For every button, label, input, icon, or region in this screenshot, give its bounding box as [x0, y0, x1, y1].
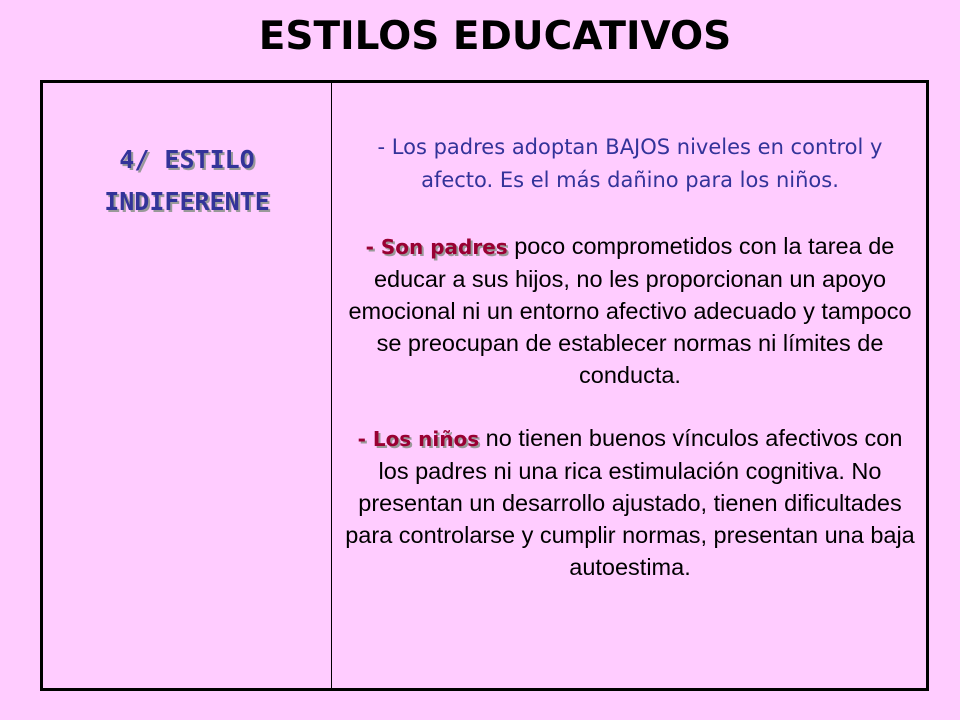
children-lead: - Los niños	[357, 427, 480, 451]
parents-text: poco comprometidos con la tarea de educar a sus hijos, no les proporcionan un apoyo emocional ni un entorno afectivo adecuado y tampoco se preocupan de establecer normas ni límites de conducta.	[348, 233, 912, 388]
content-table	[40, 80, 929, 691]
parents-lead: - Son padres	[365, 235, 508, 259]
parents-paragraph	[340, 230, 920, 391]
slide-title: ESTILOS EDUCATIVOS	[258, 14, 732, 59]
children-paragraph	[340, 422, 920, 583]
description-cell	[332, 83, 926, 688]
style-heading-line2: INDIFERENTE	[104, 187, 270, 216]
style-label-cell	[43, 83, 332, 688]
summary-paragraph: - Los padres adoptan BAJOS niveles en control y afecto. Es el más dañino para los niños.	[377, 135, 883, 192]
style-heading-line1: 4/ ESTILO	[119, 145, 255, 174]
children-text: no tienen buenos vínculos afectivos con los padres ni una rica estimulación cognitiva. No presentan un desarrollo ajustado, tienen dificultades para controlarse y cumplir normas, presentan una baja autoestima.	[345, 425, 915, 580]
